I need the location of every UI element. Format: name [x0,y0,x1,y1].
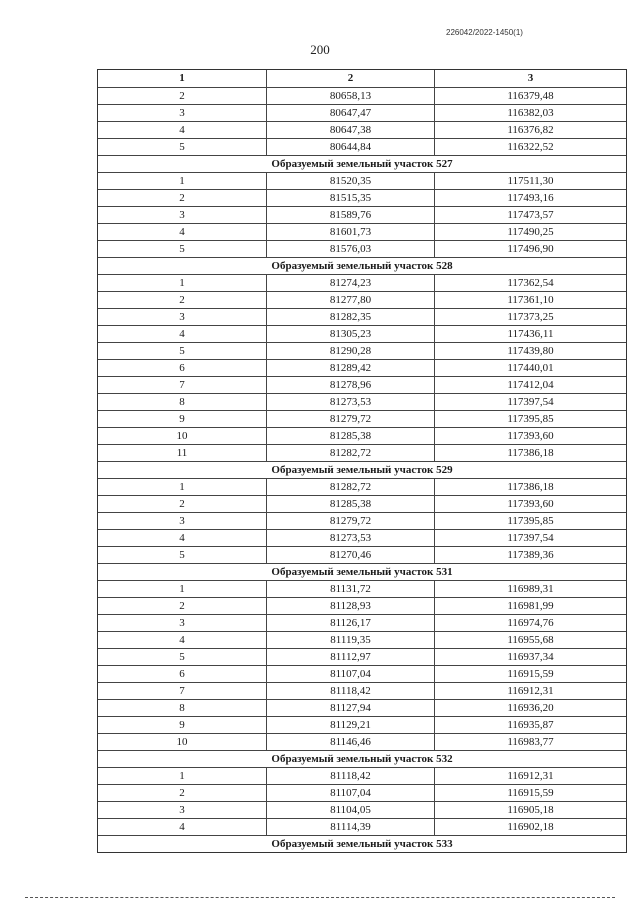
y-coordinate-cell: 116935,87 [507,719,554,731]
x-coordinate-cell: 80647,38 [267,122,435,138]
y-coordinate-cell: 117395,85 [507,413,554,425]
table-row [98,529,626,546]
y-coordinate-cell: 117493,16 [507,192,554,204]
y-coordinate-cell: 117490,25 [507,226,554,238]
table-row [98,87,626,104]
x-coordinate-cell: 81279,72 [267,411,435,427]
table-row [98,223,626,240]
table-row [98,648,626,665]
point-number-cell: 3 [98,207,267,223]
y-coordinate-cell: 116915,59 [507,787,554,799]
section-title: Образуемый земельный участок 531 [98,563,626,580]
point-number-cell: 10 [98,734,267,750]
x-coordinate-cell: 81601,73 [267,224,435,240]
point-number-cell: 5 [98,241,267,257]
point-number-cell: 1 [98,768,267,784]
y-coordinate-cell: 117395,85 [507,515,554,527]
y-coordinate-cell: 117373,25 [507,311,554,323]
table-row [98,818,626,835]
y-coordinate-cell: 117386,18 [507,481,554,493]
point-number-cell: 4 [98,530,267,546]
x-coordinate-cell: 81520,35 [267,173,435,189]
x-coordinate-cell: 81278,96 [267,377,435,393]
x-coordinate-cell: 81118,42 [267,683,435,699]
x-coordinate-cell: 81290,28 [267,343,435,359]
y-coordinate-cell: 116905,18 [507,804,554,816]
x-coordinate-cell: 81107,04 [267,785,435,801]
table-row [98,495,626,512]
x-coordinate-cell: 81146,46 [267,734,435,750]
column-header: 3 [527,72,534,84]
section-title: Образуемый земельный участок 532 [98,750,626,767]
x-coordinate-cell: 81282,35 [267,309,435,325]
table-row [98,682,626,699]
y-coordinate-cell: 117389,36 [507,549,554,561]
point-number-cell: 5 [98,547,267,563]
point-number-cell: 6 [98,360,267,376]
table-row [98,427,626,444]
point-number-cell: 9 [98,411,267,427]
x-coordinate-cell: 81285,38 [267,428,435,444]
column-header: 2 [267,70,435,87]
x-coordinate-cell: 81589,76 [267,207,435,223]
table-row [98,206,626,223]
point-number-cell: 8 [98,700,267,716]
section-title: Образуемый земельный участок 527 [98,155,626,172]
table-row [98,274,626,291]
point-number-cell: 7 [98,683,267,699]
y-coordinate-cell: 116379,48 [507,90,554,102]
table-row [98,478,626,495]
y-coordinate-cell: 117362,54 [507,277,554,289]
y-coordinate-cell: 117397,54 [507,396,554,408]
x-coordinate-cell: 81112,97 [267,649,435,665]
column-header: 1 [98,70,267,87]
point-number-cell: 5 [98,343,267,359]
point-number-cell: 2 [98,292,267,308]
table-row [98,121,626,138]
point-number-cell: 7 [98,377,267,393]
x-coordinate-cell: 80658,13 [267,88,435,104]
table-row [98,291,626,308]
point-number-cell: 10 [98,428,267,444]
point-number-cell: 2 [98,598,267,614]
x-coordinate-cell: 81282,72 [267,445,435,461]
page-bottom-rule [25,897,615,898]
coordinates-table [97,69,627,853]
x-coordinate-cell: 81118,42 [267,768,435,784]
y-coordinate-cell: 116912,31 [507,685,554,697]
y-coordinate-cell: 116912,31 [507,770,554,782]
point-number-cell: 3 [98,309,267,325]
x-coordinate-cell: 81277,80 [267,292,435,308]
point-number-cell: 2 [98,785,267,801]
table-row [98,801,626,818]
y-coordinate-cell: 116974,76 [507,617,554,629]
x-coordinate-cell: 81273,53 [267,530,435,546]
table-row [98,597,626,614]
y-coordinate-cell: 117412,04 [507,379,554,391]
x-coordinate-cell: 81282,72 [267,479,435,495]
y-coordinate-cell: 117473,57 [507,209,554,221]
y-coordinate-cell: 117439,80 [507,345,554,357]
x-coordinate-cell: 81126,17 [267,615,435,631]
table-row [98,308,626,325]
point-number-cell: 4 [98,632,267,648]
x-coordinate-cell: 80647,47 [267,105,435,121]
point-number-cell: 3 [98,802,267,818]
x-coordinate-cell: 81129,21 [267,717,435,733]
point-number-cell: 1 [98,275,267,291]
y-coordinate-cell: 116955,68 [507,634,554,646]
y-coordinate-cell: 116981,99 [507,600,554,612]
point-number-cell: 2 [98,88,267,104]
point-number-cell: 1 [98,173,267,189]
table-row [98,716,626,733]
table-row [98,580,626,597]
point-number-cell: 11 [98,445,267,461]
point-number-cell: 5 [98,649,267,665]
point-number-cell: 8 [98,394,267,410]
y-coordinate-cell: 116382,03 [507,107,554,119]
point-number-cell: 3 [98,615,267,631]
page-number: 200 [310,42,330,57]
table-row [98,325,626,342]
y-coordinate-cell: 117496,90 [507,243,554,255]
table-row [98,699,626,716]
x-coordinate-cell: 81107,04 [267,666,435,682]
x-coordinate-cell: 81305,23 [267,326,435,342]
y-coordinate-cell: 117386,18 [507,447,554,459]
y-coordinate-cell: 116376,82 [507,124,554,136]
x-coordinate-cell: 81576,03 [267,241,435,257]
y-coordinate-cell: 116902,18 [507,821,554,833]
table-row [98,733,626,750]
point-number-cell: 3 [98,513,267,529]
y-coordinate-cell: 116937,34 [507,651,554,663]
table-row [98,512,626,529]
table-header-row [98,70,626,87]
x-coordinate-cell: 81289,42 [267,360,435,376]
table-row [98,444,626,461]
table-row [98,138,626,155]
point-number-cell: 3 [98,105,267,121]
table-row [98,767,626,784]
table-row [98,376,626,393]
y-coordinate-cell: 117361,10 [507,294,554,306]
y-coordinate-cell: 116936,20 [507,702,554,714]
point-number-cell: 4 [98,819,267,835]
x-coordinate-cell: 81131,72 [267,581,435,597]
x-coordinate-cell: 81114,39 [267,819,435,835]
point-number-cell: 1 [98,581,267,597]
point-number-cell: 4 [98,122,267,138]
y-coordinate-cell: 117436,11 [507,328,554,340]
x-coordinate-cell: 80644,84 [267,139,435,155]
table-row [98,410,626,427]
table-row [98,546,626,563]
table-row [98,631,626,648]
x-coordinate-cell: 81119,35 [267,632,435,648]
point-number-cell: 4 [98,326,267,342]
y-coordinate-cell: 117397,54 [507,532,554,544]
x-coordinate-cell: 81285,38 [267,496,435,512]
table-row [98,172,626,189]
x-coordinate-cell: 81515,35 [267,190,435,206]
section-title: Образуемый земельный участок 529 [98,461,626,478]
x-coordinate-cell: 81128,93 [267,598,435,614]
section-title: Образуемый земельный участок 533 [98,835,626,852]
point-number-cell: 1 [98,479,267,495]
section-title: Образуемый земельный участок 528 [98,257,626,274]
y-coordinate-cell: 116322,52 [507,141,554,153]
point-number-cell: 2 [98,496,267,512]
table-row [98,342,626,359]
x-coordinate-cell: 81270,46 [267,547,435,563]
table-row [98,784,626,801]
table-row [98,189,626,206]
y-coordinate-cell: 116983,77 [507,736,554,748]
document-code: 226042/2022-1450(1) [446,28,523,37]
table-row [98,393,626,410]
point-number-cell: 4 [98,224,267,240]
table-row [98,359,626,376]
point-number-cell: 9 [98,717,267,733]
x-coordinate-cell: 81104,05 [267,802,435,818]
x-coordinate-cell: 81279,72 [267,513,435,529]
y-coordinate-cell: 116989,31 [507,583,554,595]
x-coordinate-cell: 81127,94 [267,700,435,716]
y-coordinate-cell: 117393,60 [507,498,554,510]
table-row [98,614,626,631]
table-row [98,665,626,682]
y-coordinate-cell: 116915,59 [507,668,554,680]
point-number-cell: 6 [98,666,267,682]
point-number-cell: 5 [98,139,267,155]
table-row [98,104,626,121]
y-coordinate-cell: 117511,30 [507,175,554,187]
x-coordinate-cell: 81273,53 [267,394,435,410]
y-coordinate-cell: 117440,01 [507,362,554,374]
y-coordinate-cell: 117393,60 [507,430,554,442]
table-row [98,240,626,257]
x-coordinate-cell: 81274,23 [267,275,435,291]
point-number-cell: 2 [98,190,267,206]
